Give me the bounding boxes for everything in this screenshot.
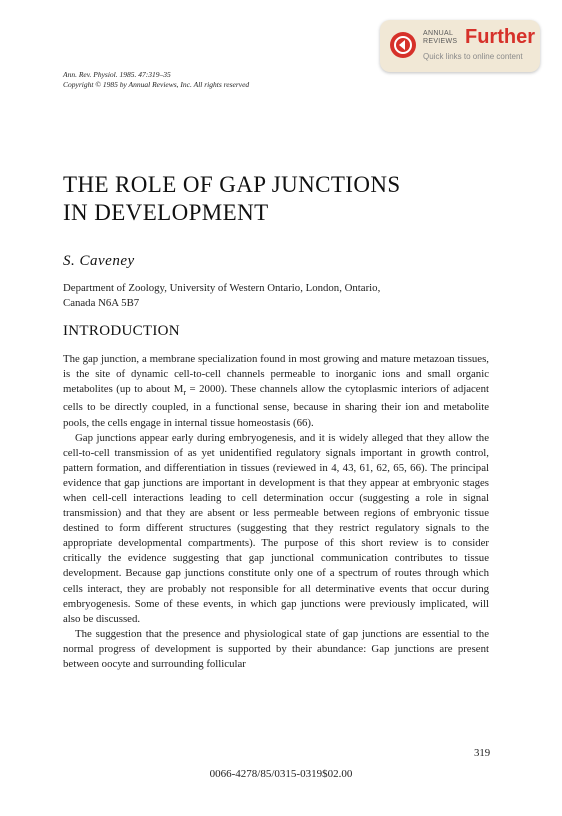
title-line-1: THE ROLE OF GAP JUNCTIONS [63,172,401,197]
paragraph-1-part-a: The gap junction, a membrane specialization found in most growing and mature metazoan tissues, is the site of dynamic cell-to-cell channels permeable to inorganic ions and small organic metabolites (up to about M [63,353,489,396]
author-affiliation [63,281,503,311]
paragraph-2: Gap junctions appear early during embryogenesis, and it is widely alleged that they allow the cell-to-cell transmission of as yet unidentified regulatory signals important in growth control, pattern formation, and differentiation in tissues (reviewed in 4, 43, 61, 62, 65, 66). The principal evidence that gap junctions are important in development is that they appear at embryonic stages when cell-cell interactions leading to cell determination occur (suggesting a role in signal transmission) and that they are absent or less permeable between regions of embryonic tissue destined to form different structures (suggesting that they restrict regulatory signals to the appropriate developmental compartments). The purpose of this short review is to consider critically the evidence suggesting that gap junctional communication contributes to tissue development. Because gap junctions constitute only one of a spectrum of routes through which cells interact, they are probably not responsible for all determinative events that occur during embryogenesis. Some of these events, in which gap junctions were previously implicated, will also be discussed. [63,431,489,625]
article-title [63,171,503,227]
citation-line: Ann. Rev. Physiol. 1985. 47:319–35 [63,70,171,79]
play-back-icon [390,32,416,58]
annual-word: ANNUAL [423,30,454,37]
paragraph-1-part-b: = 2000). These channels allow the cytoplasmic interiors of adjacent cells to be directly coupled, in a functional sense, because in sharing their ion and metabolite pools, the cells engage in internal tissue homeostasis (66). [63,383,489,429]
paragraph-3: The suggestion that the presence and physiological state of gap junctions are essential to the normal progress of development is supported by their abundance: Gap junctions are present between oocyte and surrounding follicular [63,627,489,671]
annual-reviews-logo-text [423,30,457,46]
further-label: Further [465,26,535,48]
footer-code: 0066-4278/85/0315-0319$02.00 [209,768,353,780]
annual-reviews-further-badge[interactable] [380,20,540,72]
title-line-2: IN DEVELOPMENT [63,200,269,225]
paragraph-1 [63,352,489,431]
affiliation-line-2: Canada N6A 5B7 [63,297,140,309]
article-body [63,352,489,672]
copyright-line: Copyright © 1985 by Annual Reviews, Inc. All rights reserved [63,80,250,89]
reviews-word: REVIEWS [423,38,458,45]
subscript-r: r [183,388,186,398]
journal-citation [63,70,249,90]
page-number: 319 [474,747,491,759]
section-heading: INTRODUCTION [63,323,180,339]
affiliation-line-1: Department of Zoology, University of Western Ontario, London, Ontario, [63,282,381,294]
quick-links-label[interactable]: Quick links to online content [423,52,523,61]
author-name: S. Caveney [63,253,135,269]
